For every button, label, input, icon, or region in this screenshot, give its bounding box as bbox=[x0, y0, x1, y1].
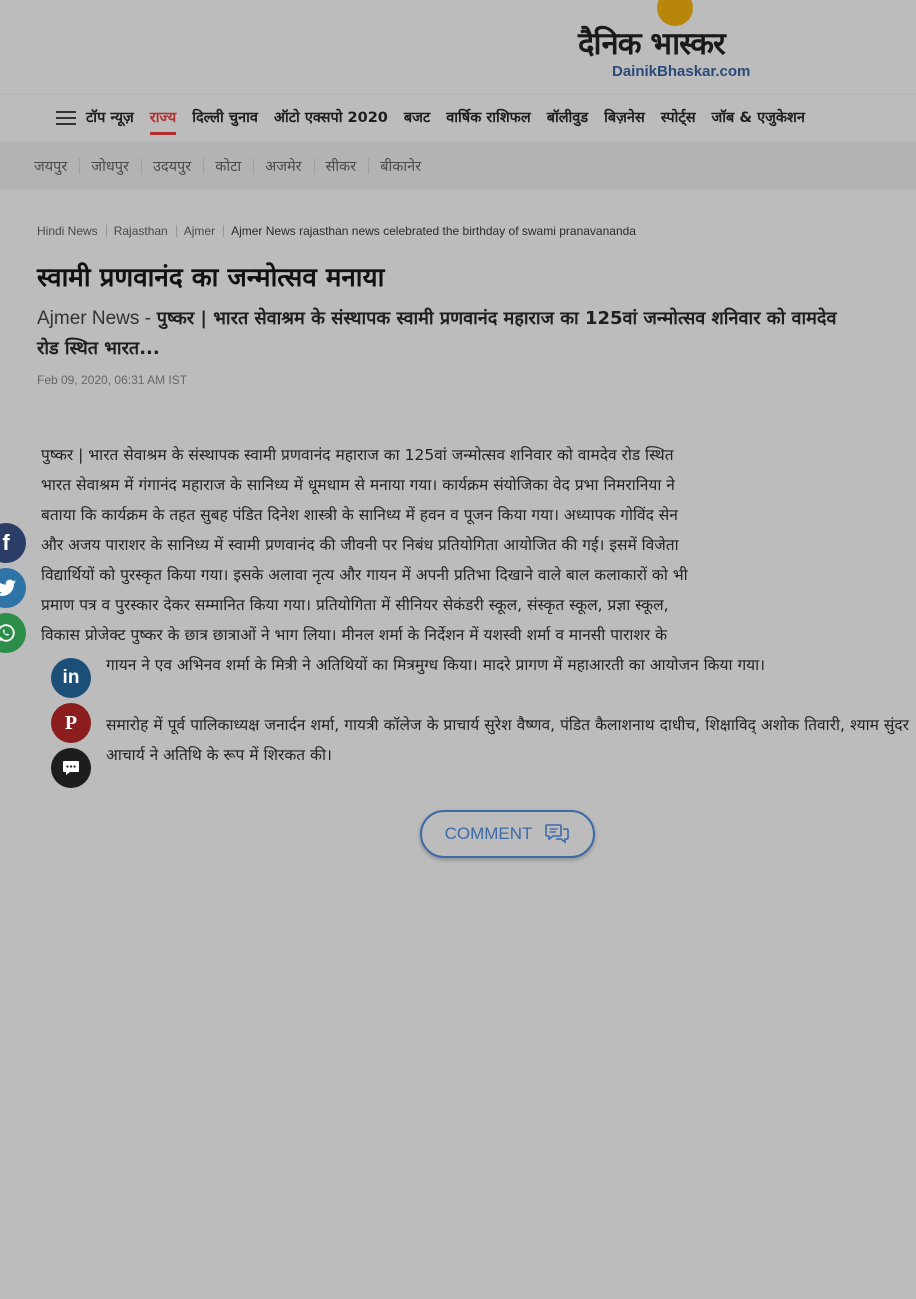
paragraph-line: बताया कि कार्यक्रम के तहत सुबह पंडित दिनेश शास्त्री के सानिध्य में हवन व पूजन किया गया। अध्यापक गोविंद सेन bbox=[41, 506, 678, 524]
paragraph-line: पुष्कर | भारत सेवाश्रम के संस्थापक स्वामी प्रणवानंद महाराज का 125वां जन्मोत्सव शनिवार को वामदेव रोड स्थित bbox=[41, 446, 674, 464]
city-subnav bbox=[0, 142, 916, 190]
comment-button-label: COMMENT bbox=[444, 824, 533, 843]
breadcrumb-current: Ajmer News rajasthan news celebrated the birthday of swami pranavananda bbox=[223, 224, 644, 238]
linkedin-share-button[interactable] bbox=[51, 658, 91, 698]
paragraph-line: और अजय पाराशर के सानिध्य में स्वामी प्रणवानंद की जीवनी पर निबंध प्रतियोगिता आयोजित की गई। इसमें विजेता bbox=[41, 536, 679, 554]
site-logo[interactable]: दैनिक भास्कर bbox=[578, 26, 725, 62]
summary-city: Ajmer News - bbox=[37, 308, 152, 329]
paragraph-line: भारत सेवाश्रम में गंगानंद महाराज के सानिध्य में धूमधाम से मनाया गया। कार्यक्रम संयोजिका वेद प्रभा निमरानिया ने bbox=[41, 476, 675, 494]
comment-icon bbox=[544, 822, 570, 846]
facebook-icon: f bbox=[2, 530, 10, 555]
menu-icon[interactable] bbox=[56, 111, 76, 125]
linkedin-icon: in bbox=[62, 667, 80, 688]
nav-item-business[interactable]: बिज़नेस bbox=[604, 110, 645, 126]
main-nav bbox=[0, 94, 916, 142]
facebook-share-button[interactable] bbox=[0, 523, 26, 563]
article-dateline: Feb 09, 2020, 06:31 AM IST bbox=[37, 373, 188, 387]
pinterest-icon: P bbox=[64, 711, 78, 734]
article-headline: स्वामी प्रणवानंद का जन्मोत्सव मनाया bbox=[37, 263, 385, 293]
comment-button[interactable] bbox=[420, 810, 595, 858]
site-header bbox=[0, 0, 916, 94]
paragraph-line: प्रमाण पत्र व पुरस्कार देकर सम्मानित किया गया। प्रतियोगिता में सीनियर सेकंडरी स्कूल, संस्कृत स्कूल, प्रज्ञा स्कूल, bbox=[41, 596, 669, 614]
nav-item-auto-expo[interactable]: ऑटो एक्सपो 2020 bbox=[273, 110, 388, 126]
article-summary bbox=[37, 304, 857, 364]
whatsapp-icon bbox=[0, 622, 17, 644]
nav-item-horoscope[interactable]: वार्षिक राशिफल bbox=[446, 110, 531, 126]
whatsapp-share-button[interactable] bbox=[0, 613, 26, 653]
summary-text: पुष्कर | भारत सेवाश्रम के संस्थापक स्वामी प्रणवानंद महाराज का 125वां जन्मोत्सव शनिवार को वामदेव रोड स्थित भारत... bbox=[37, 308, 837, 359]
subnav-item-ajmer[interactable]: अजमेर bbox=[253, 156, 313, 176]
breadcrumb-rajasthan[interactable]: Rajasthan bbox=[106, 224, 176, 238]
twitter-icon bbox=[0, 579, 16, 597]
chat-bubble-icon bbox=[62, 760, 80, 776]
breadcrumb bbox=[37, 224, 644, 238]
nav-item-budget[interactable]: बजट bbox=[403, 110, 431, 126]
nav-item-rajya[interactable]: राज्य bbox=[150, 94, 176, 142]
subnav-item-jodhpur[interactable]: जोधपुर bbox=[79, 156, 141, 176]
comment-share-button[interactable] bbox=[51, 748, 91, 788]
nav-item-top-news[interactable]: टॉप न्यूज़ bbox=[86, 110, 134, 126]
paragraph-line: विद्यार्थियों को पुरस्कृत किया गया। इसके अलावा नृत्य और गायन में अपनी प्रतिभा दिखाने वाले बाल कलाकारों को भी bbox=[41, 566, 688, 584]
article-paragraph-1-tail: गायन ने एव अभिनव शर्मा के मित्री ने अतिथियों का मित्रमुग्ध किया। मादरे प्रागण में महाआरती का आयोजन किया गया। bbox=[106, 656, 766, 674]
subnav-item-bikaner[interactable]: बीकानेर bbox=[368, 156, 433, 176]
site-logo-url[interactable]: DainikBhaskar.com bbox=[612, 63, 751, 80]
article-paragraph-2: समारोह में पूर्व पालिकाध्यक्ष जनार्दन शर्मा, गायत्री कॉलेज के प्राचार्य सुरेश वैष्णव, पंडित कैलाशनाथ दाधीच, शिक्षाविद् अशोक तिवारी, श्याम सुंदर आचार्य ने अतिथि के रूप में शिरकत की। bbox=[106, 716, 909, 764]
nav-item-sports[interactable]: स्पोर्ट्स bbox=[660, 110, 696, 126]
pinterest-share-button[interactable] bbox=[51, 703, 91, 743]
nav-item-jobs-education[interactable]: जॉब & एजुकेशन bbox=[711, 110, 805, 126]
subnav-item-jaipur[interactable]: जयपुर bbox=[34, 159, 68, 175]
subnav-item-udaipur[interactable]: उदयपुर bbox=[141, 156, 203, 176]
article-paragraph-1 bbox=[41, 440, 846, 650]
twitter-share-button[interactable] bbox=[0, 568, 26, 608]
nav-item-delhi-election[interactable]: दिल्ली चुनाव bbox=[192, 110, 258, 126]
breadcrumb-hindi-news[interactable]: Hindi News bbox=[37, 224, 98, 238]
paragraph-line: विकास प्रोजेक्ट पुष्कर के छात्र छात्राओं ने भाग लिया। मीनल शर्मा के निर्देशन में यशस्वी शर्मा व मानसी पाराशर के bbox=[41, 626, 668, 644]
subnav-item-sikar[interactable]: सीकर bbox=[314, 156, 369, 176]
breadcrumb-ajmer[interactable]: Ajmer bbox=[176, 224, 223, 238]
nav-item-bollywood[interactable]: बॉलीवुड bbox=[546, 110, 589, 126]
subnav-item-kota[interactable]: कोटा bbox=[203, 156, 253, 176]
